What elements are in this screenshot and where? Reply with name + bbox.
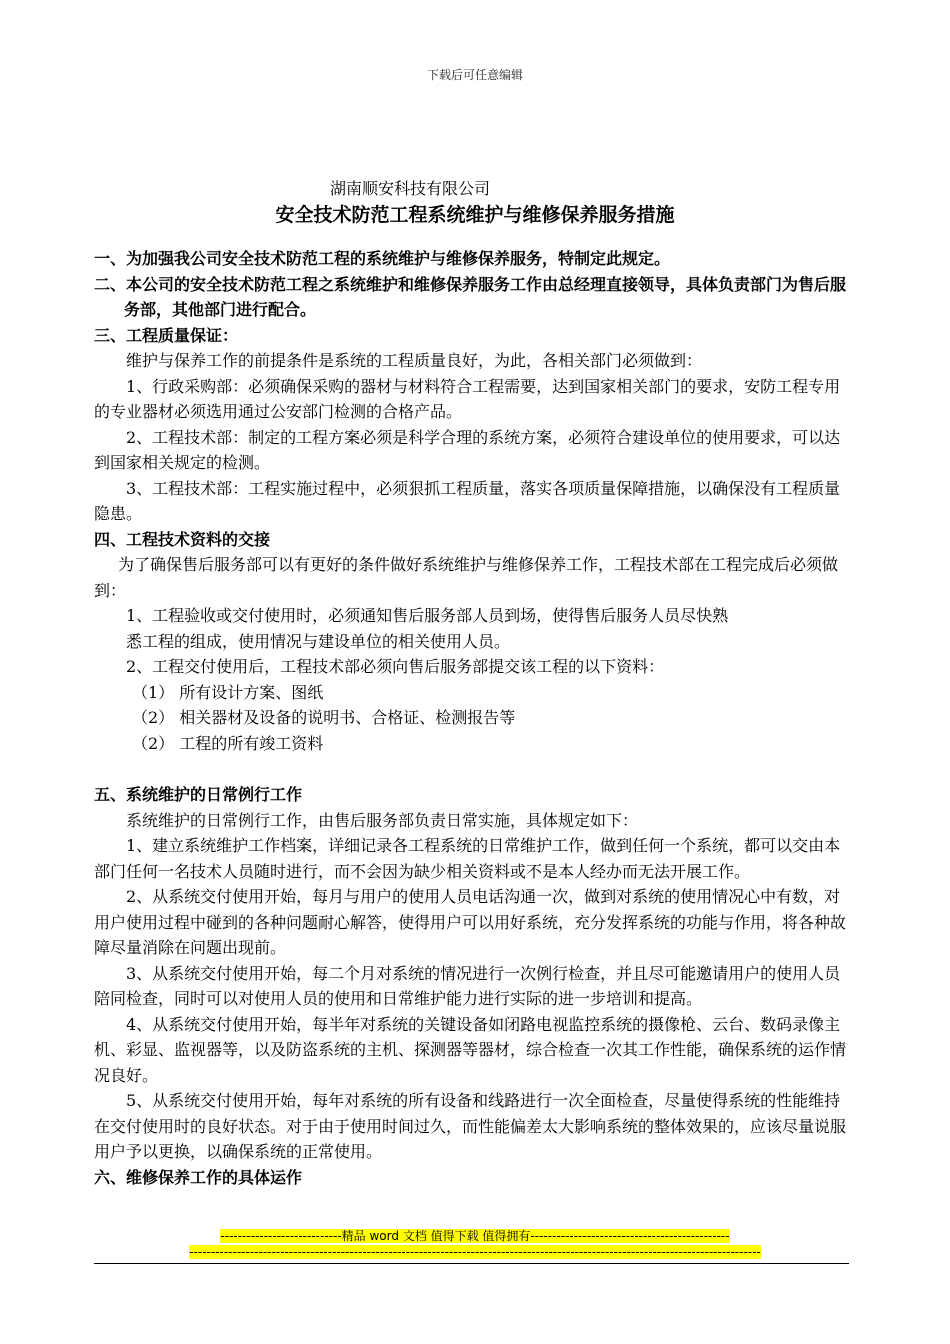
section-3-item-1: 1、行政采购部：必须确保采购的器材与材料符合工程需要，达到国家相关部门的要求，安防工程专用的专业器材必须选用通过公安部门检测的合格产品。: [94, 376, 841, 421]
document-body: [94, 246, 854, 1190]
company-name: 湖南顺安科技有限公司: [330, 179, 491, 198]
section-4-subitem-3: （2） 工程的所有竣工资料: [132, 733, 324, 753]
footer-banner-dashes: ------------------------------------------------------------------------------------------------------------------------------------: [189, 1245, 761, 1259]
footer-banner-line-2: [0, 1245, 950, 1260]
section-5-item-5: 5、从系统交付使用开始，每年对系统的所有设备和线路进行一次全面检查，尽量使得系统的性能维持在交付使用时的良好状态。对于由于使用时间过久，而性能偏差太大影响系统的整体效果的，应该尽量说服用户予以更换，以确保系统的正常使用。: [94, 1091, 847, 1161]
blank-line: [94, 756, 854, 782]
footer-rule: [94, 1263, 849, 1264]
section-4-subitem-1: （1） 所有设计方案、图纸: [132, 682, 324, 702]
section-5-heading: 五、系统维护的日常例行工作: [94, 785, 303, 804]
section-1: 一、为加强我公司安全技术防范工程的系统维护与维修保养服务，特制定此规定。: [94, 249, 671, 268]
section-5-item-4: 4、从系统交付使用开始，每半年对系统的关键设备如闭路电视监控系统的摄像枪、云台、数码录像主机、彩显、监视器等，以及防盗系统的主机、探测器等器材，综合检查一次其工作性能，确保系统的运作情况良好。: [94, 1014, 847, 1085]
section-4-item-2: 2、工程交付使用后，工程技术部必须向售后服务部提交该工程的以下资料：: [126, 657, 665, 676]
document-title: 安全技术防范工程系统维护与维修保养服务措施: [275, 204, 675, 226]
footer-banner-text: ----------------------------精品 word 文档 值得下载 值得拥有----------------------------------------------: [220, 1229, 730, 1243]
section-2: 二、本公司的安全技术防范工程之系统维护和维修保养服务工作由总经理直接领导，具体负责部门为售后服务部，其他部门进行配合。: [94, 274, 847, 319]
footer-banner-line-1: [0, 1229, 950, 1244]
section-3-item-2: 2、工程技术部：制定的工程方案必须是科学合理的系统方案，必须符合建设单位的使用要求，可以达到国家相关规定的检测。: [94, 427, 841, 472]
section-3-heading: 三、工程质量保证：: [94, 325, 239, 345]
section-5-intro: 系统维护的日常例行工作，由售后服务部负责日常实施，具体规定如下：: [126, 810, 639, 830]
section-5-item-1: 1、建立系统维护工作档案，详细记录各工程系统的日常维护工作，做到任何一个系统，都可以交由本部门任何一名技术人员随时进行，而不会因为缺少相关资料或不是本人经办而无法开展工作。: [94, 836, 841, 881]
section-3-intro: 维护与保养工作的前提条件是系统的工程质量良好，为此，各相关部门必须做到：: [126, 351, 703, 370]
section-4-heading: 四、工程技术资料的交接: [94, 529, 271, 549]
section-6-heading: 六、维修保养工作的具体运作: [94, 1167, 303, 1187]
header-note: 下载后可任意编辑: [426, 68, 523, 82]
section-3-item-3: 3、工程技术部：工程实施过程中，必须狠抓工程质量，落实各项质量保障措施，以确保没有工程质量隐患。: [94, 478, 841, 523]
section-5-item-2: 2、从系统交付使用开始，每月与用户的使用人员电话沟通一次，做到对系统的使用情况心中有数，对用户使用过程中碰到的各种问题耐心解答，使得用户可以用好系统，充分发挥系统的功能与作用，将各种故障尽量消除在问题出现前。: [94, 887, 847, 957]
section-4-intro: 为了确保售后服务部可以有更好的条件做好系统维护与维修保养工作，工程技术部在工程完成后必须做到：: [94, 555, 839, 600]
section-4-item-1-line-2: 悉工程的组成，使用情况与建设单位的相关使用人员。: [126, 631, 511, 651]
section-4-item-1-line-1: 1、工程验收或交付使用时，必须通知售后服务部人员到场，使得售后服务人员尽快熟: [126, 606, 729, 625]
section-5-item-3: 3、从系统交付使用开始，每二个月对系统的情况进行一次例行检查，并且尽可能邀请用户的使用人员陪同检查，同时可以对使用人员的使用和日常维护能力进行实际的进一步培训和提高。: [94, 963, 841, 1008]
section-4-subitem-2: （2） 相关器材及设备的说明书、合格证、检测报告等: [132, 708, 516, 727]
